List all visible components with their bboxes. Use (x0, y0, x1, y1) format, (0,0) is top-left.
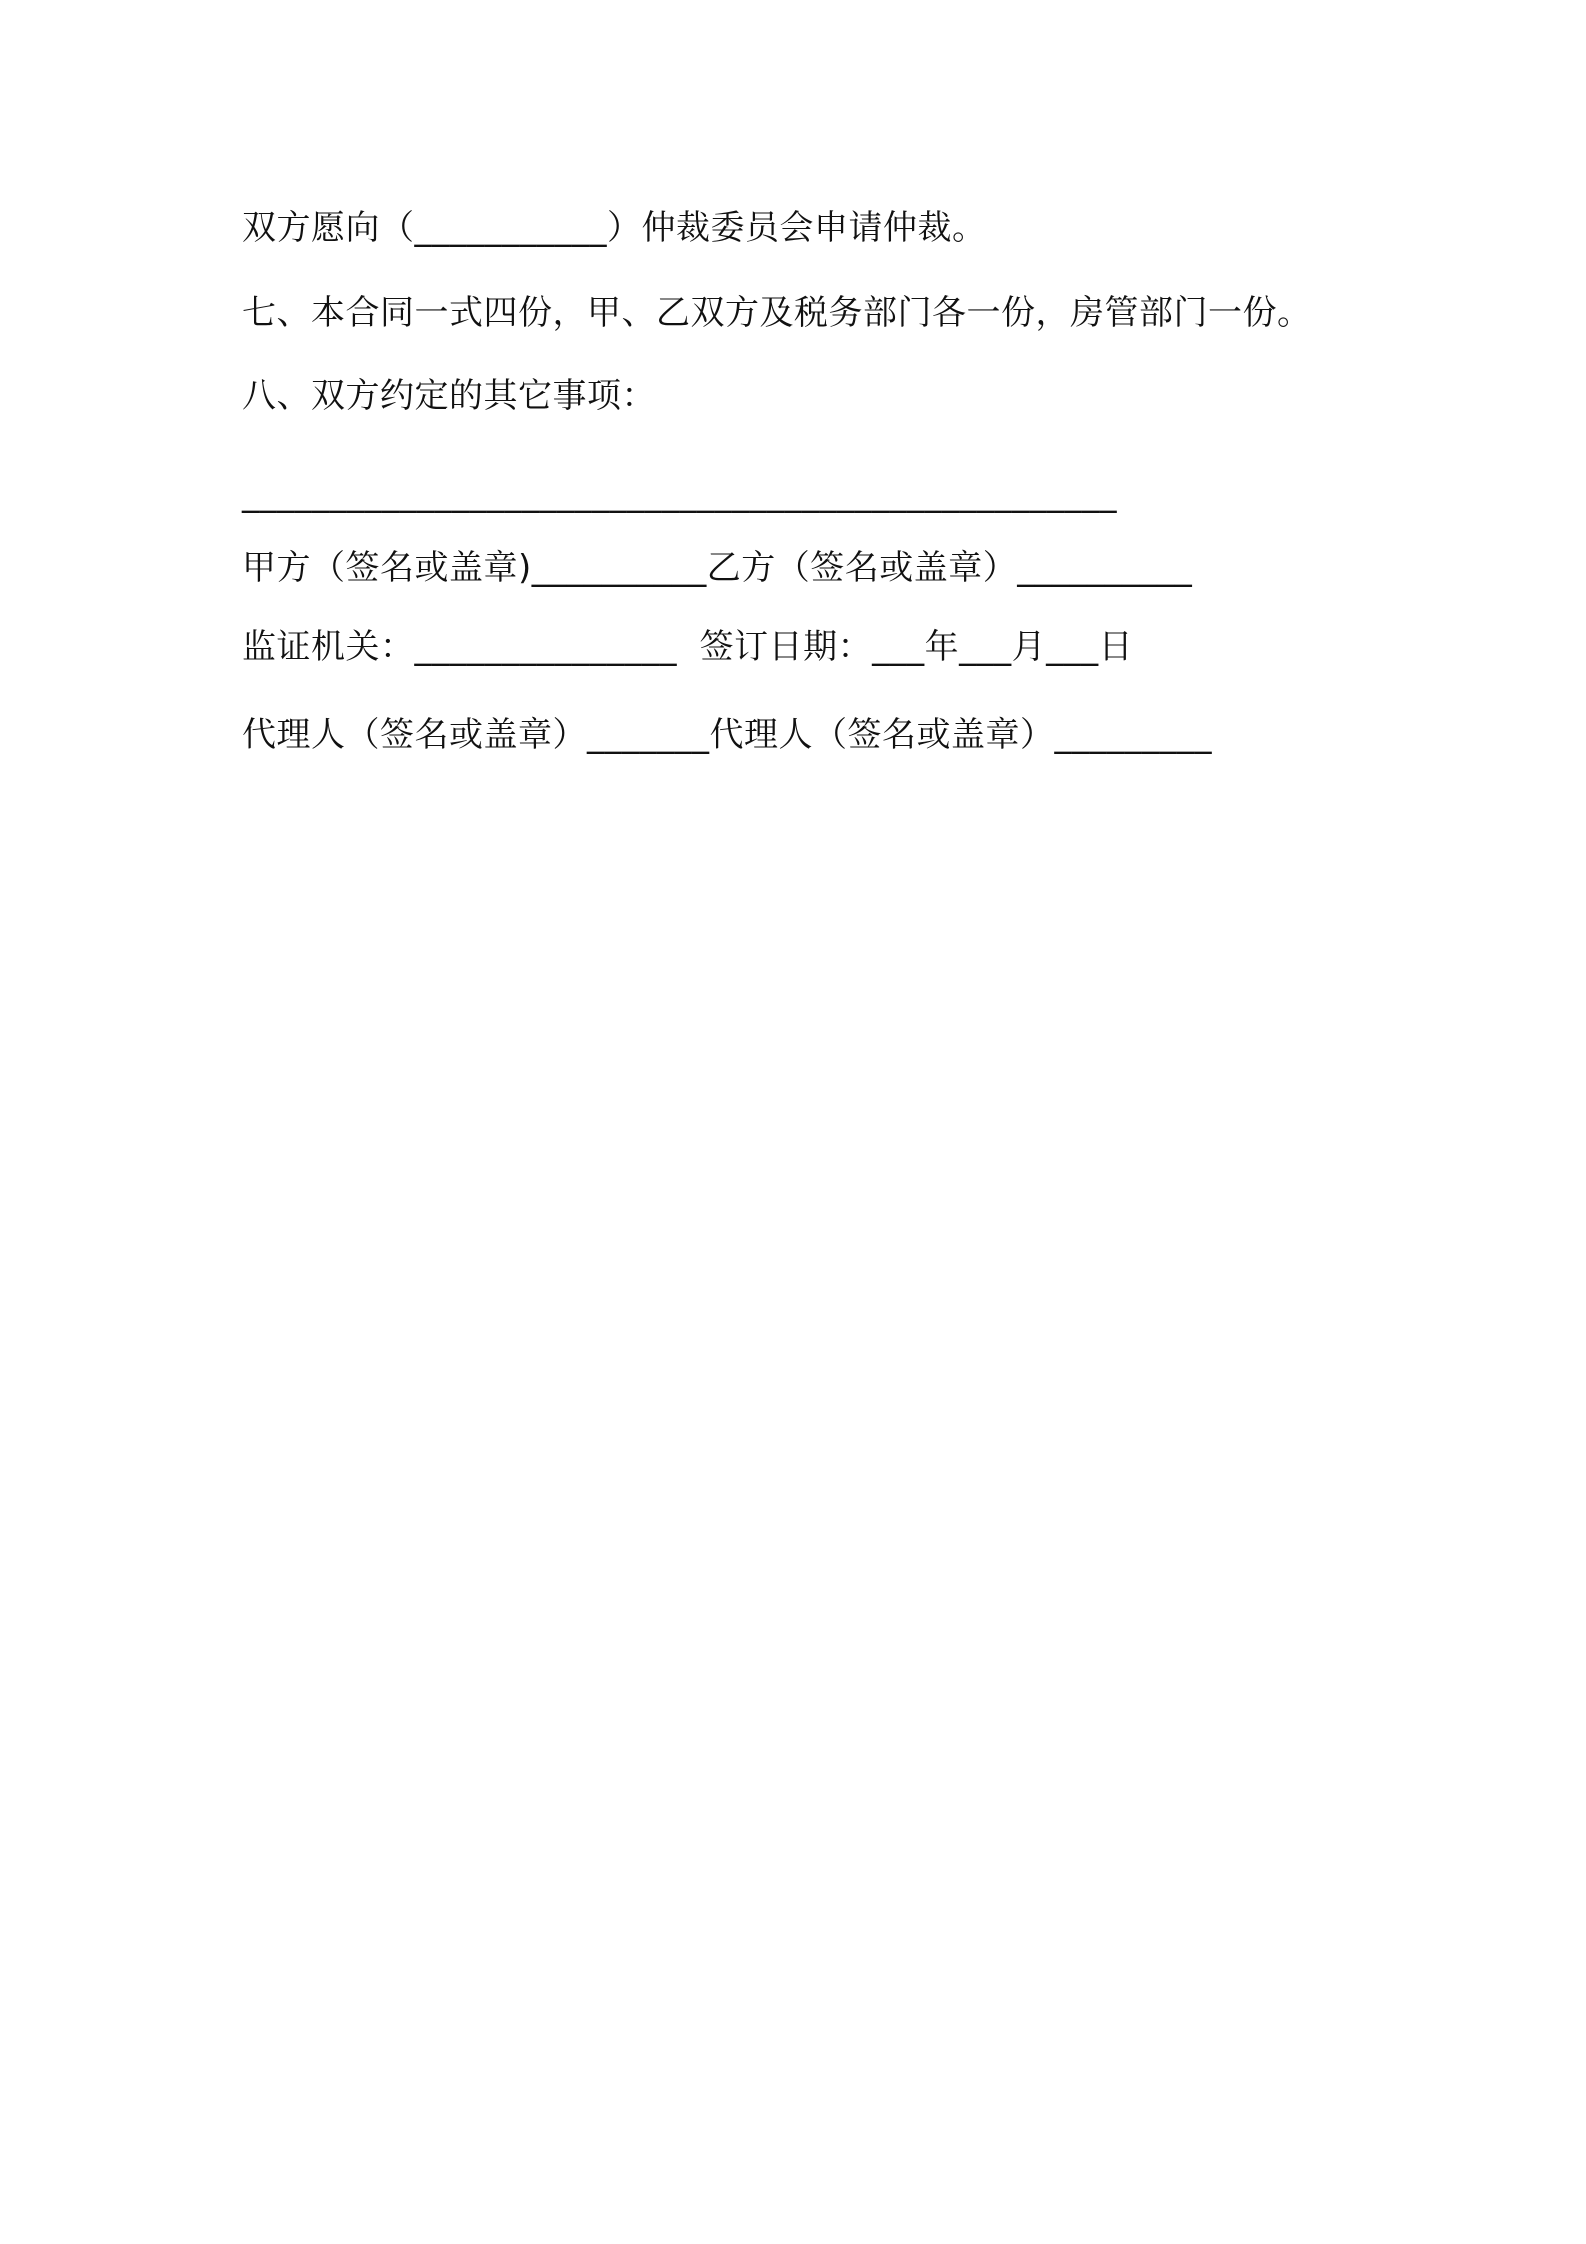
clause-eight-other-matters: 八、双方约定的其它事项： (242, 376, 656, 416)
clause-seven-copies: 七、本合同一式四份，甲、乙双方及税务部门各一份，房管部门一份。 (242, 293, 1312, 333)
supervision-date-line: 监证机关：_______________ 签订日期：___年___月___日 (242, 627, 1134, 667)
agent-signature-line: 代理人（签名或盖章）_______代理人（签名或盖章）_________ (242, 715, 1212, 755)
other-matters-blank-line: __________________________________________________ (242, 474, 1117, 514)
party-signature-line: 甲方（签名或盖章)__________乙方（签名或盖章）__________ (242, 548, 1193, 588)
arbitration-clause-line: 双方愿向（___________）仲裁委员会申请仲裁。 (242, 208, 987, 248)
